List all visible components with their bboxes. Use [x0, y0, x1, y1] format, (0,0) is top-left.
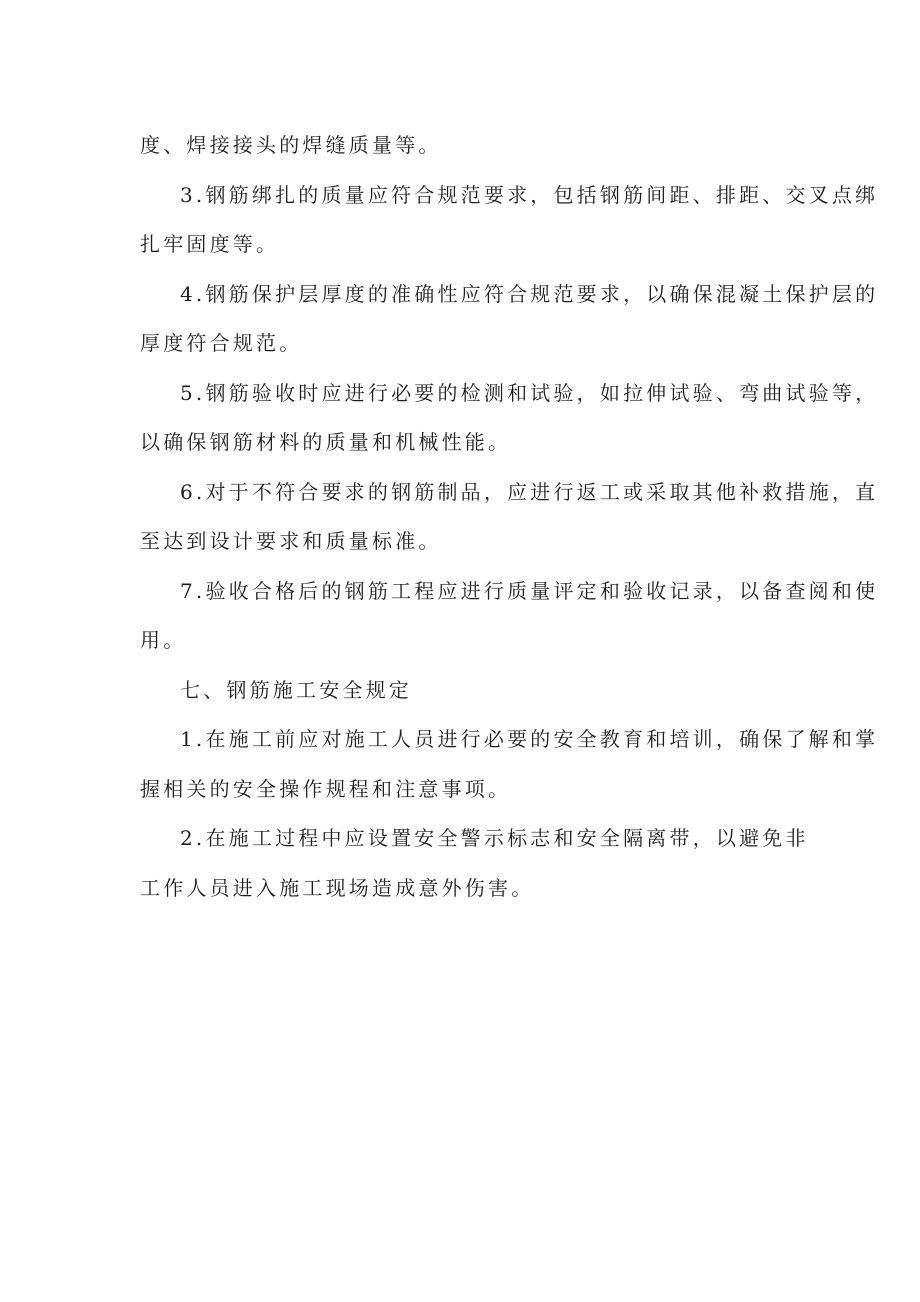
paragraph-line: 至达到设计要求和质量标准。 [140, 529, 442, 553]
paragraph-line: 6.对于不符合要求的钢筋制品，应进行返工或采取其他补救措施，直 [180, 480, 879, 504]
paragraph-line: 7.验收合格后的钢筋工程应进行质量评定和验收记录，以备查阅和使 [180, 579, 879, 603]
paragraph-line: 工作人员进入施工现场造成意外伤害。 [140, 876, 535, 900]
paragraph-line: 3.钢筋绑扎的质量应符合规范要求，包括钢筋间距、排距、交叉点绑 [180, 183, 879, 207]
paragraph-line: 1.在施工前应对施工人员进行必要的安全教育和培训，确保了解和掌 [180, 727, 879, 751]
paragraph-line: 扎牢固度等。 [140, 232, 280, 256]
paragraph-line: 以确保钢筋材料的质量和机械性能。 [140, 430, 512, 454]
paragraph-line: 5.钢筋验收时应进行必要的检测和试验，如拉伸试验、弯曲试验等， [180, 381, 879, 405]
section-heading: 七、钢筋施工安全规定 [180, 678, 412, 702]
paragraph-line: 2.在施工过程中应设置安全警示标志和安全隔离带，以避免非 [180, 826, 809, 850]
paragraph-line: 握相关的安全操作规程和注意事项。 [140, 777, 512, 801]
paragraph-line: 厚度符合规范。 [140, 331, 303, 355]
paragraph-line: 度、焊接接头的焊缝质量等。 [140, 133, 442, 157]
paragraph-line: 用。 [140, 628, 187, 652]
paragraph-line: 4.钢筋保护层厚度的准确性应符合规范要求，以确保混凝土保护层的 [180, 282, 879, 306]
